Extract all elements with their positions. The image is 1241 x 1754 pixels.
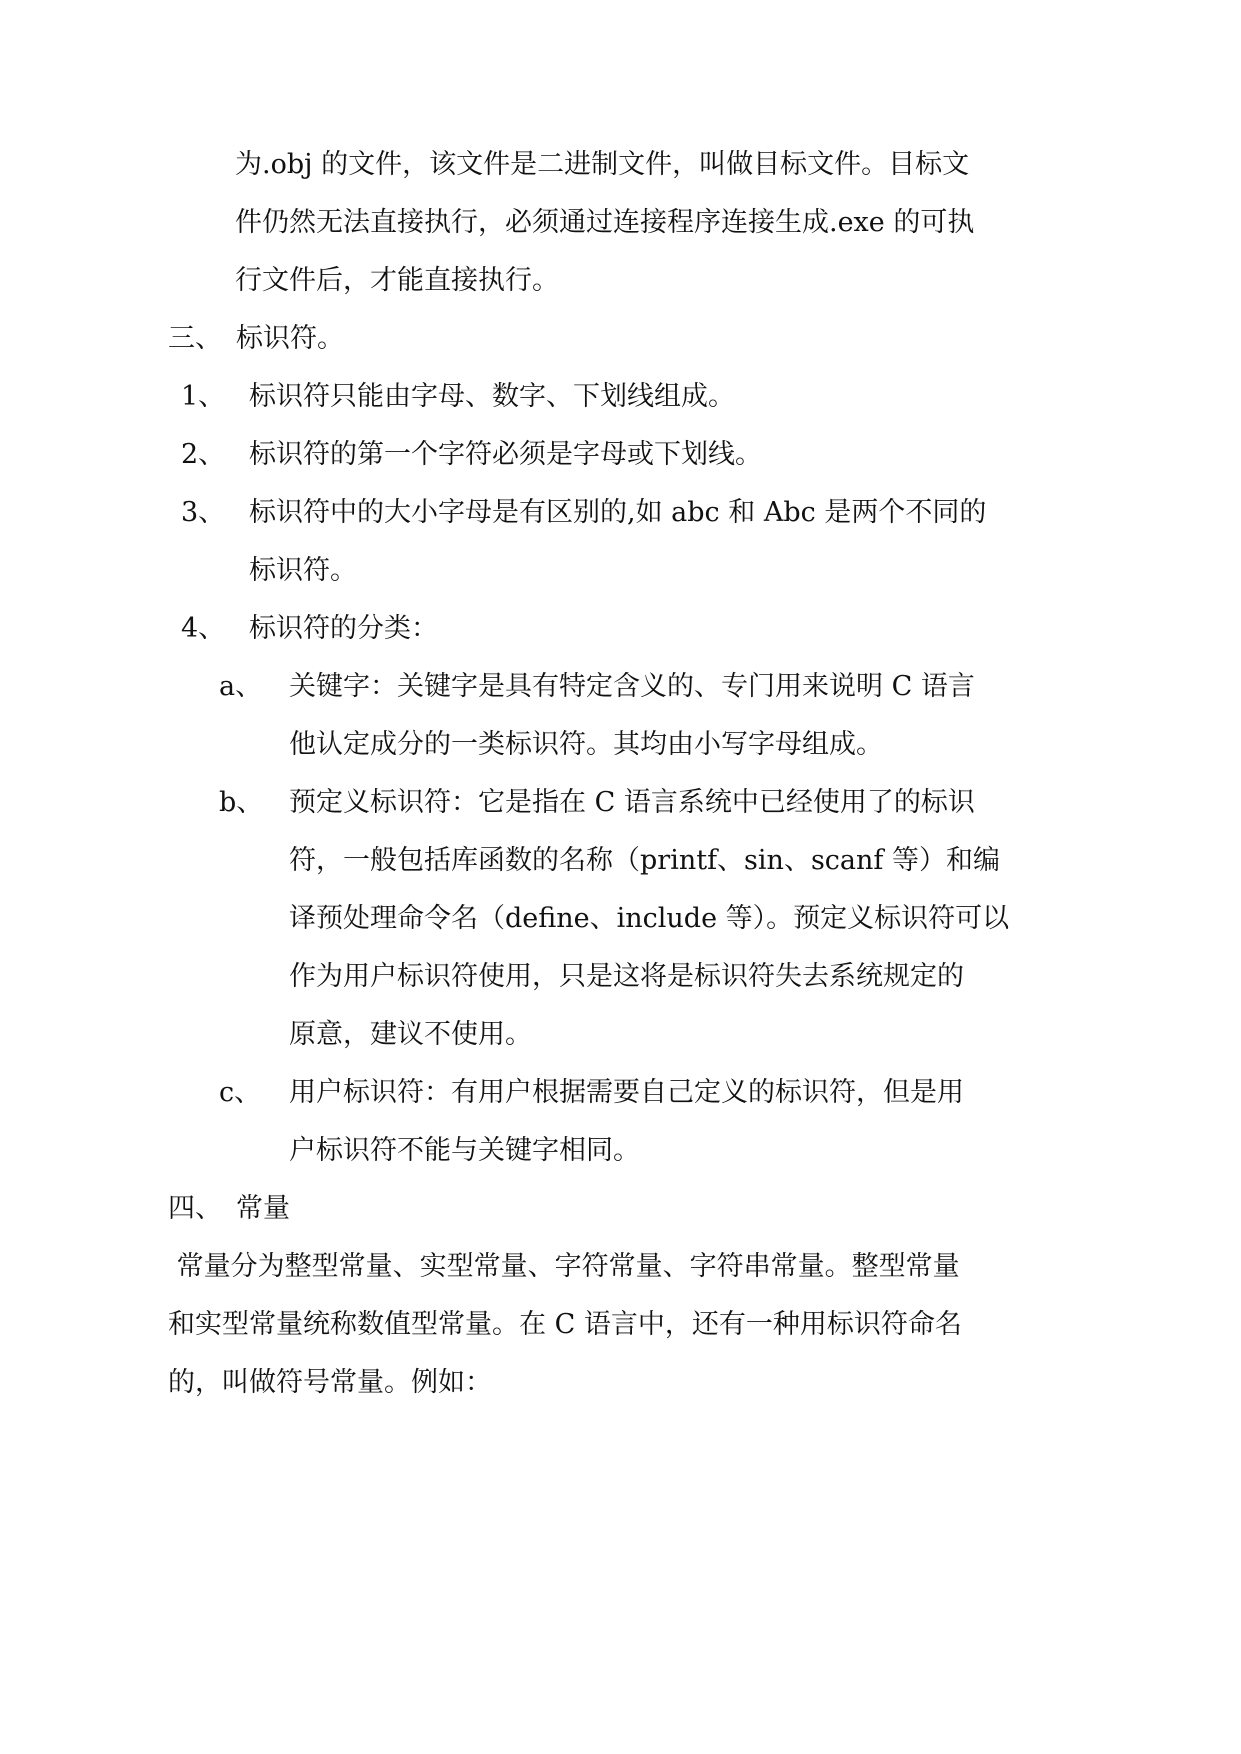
sublist-item-text: 作为用户标识符使用，只是这将是标识符失去系统规定的 (289, 961, 964, 992)
list-item-text: 标识符的第一个字符必须是字母或下划线。 (249, 439, 762, 470)
paragraph-line: 和实型常量统称数值型常量。在 C 语言中，还有一种用标识符命名 (168, 1309, 962, 1340)
sublist-item-letter: b、 (219, 787, 264, 818)
section-heading: 常量 (236, 1193, 290, 1224)
sublist-item-letter: a、 (219, 671, 263, 702)
section-number: 三、 (168, 323, 222, 354)
paragraph-line: 行文件后，才能直接执行。 (235, 265, 559, 296)
list-item-number: 2、 (181, 439, 226, 470)
list-item-number: 1、 (181, 381, 226, 412)
list-item-text: 标识符中的大小字母是有区别的,如 abc 和 Abc 是两个不同的 (249, 497, 987, 528)
paragraph-line: 件仍然无法直接执行，必须通过连接程序连接生成.exe 的可执 (235, 207, 975, 238)
list-item-number: 3、 (181, 497, 226, 528)
sublist-item-text: 符，一般包括库函数的名称（printf、sin、scanf 等）和编 (289, 845, 1000, 876)
paragraph-line: 的，叫做符号常量。例如： (168, 1367, 492, 1398)
paragraph-line: 常量分为整型常量、实型常量、字符常量、字符串常量。整型常量 (168, 1251, 960, 1282)
sublist-item-letter: c、 (219, 1077, 262, 1108)
sublist-item-text: 用户标识符：有用户根据需要自己定义的标识符，但是用 (289, 1077, 964, 1108)
section-number: 四、 (168, 1193, 222, 1224)
paragraph-line: 为.obj 的文件，该文件是二进制文件，叫做目标文件。目标文 (235, 149, 970, 180)
sublist-item-text: 他认定成分的一类标识符。其均由小写字母组成。 (289, 729, 883, 760)
sublist-item-text: 关键字：关键字是具有特定含义的、专门用来说明 C 语言 (289, 671, 975, 702)
list-item-text: 标识符的分类： (249, 613, 438, 644)
sublist-item-text: 户标识符不能与关键字相同。 (289, 1135, 640, 1166)
sublist-item-text: 原意，建议不使用。 (289, 1019, 532, 1050)
list-item-text: 标识符只能由字母、数字、下划线组成。 (249, 381, 735, 412)
sublist-item-text: 预定义标识符：它是指在 C 语言系统中已经使用了的标识 (289, 787, 975, 818)
sublist-item-text: 译预处理命令名（define、include 等）。预定义标识符可以 (289, 903, 1010, 934)
list-item-number: 4、 (181, 613, 226, 644)
section-heading: 标识符。 (236, 323, 344, 354)
list-item-text: 标识符。 (249, 555, 357, 586)
